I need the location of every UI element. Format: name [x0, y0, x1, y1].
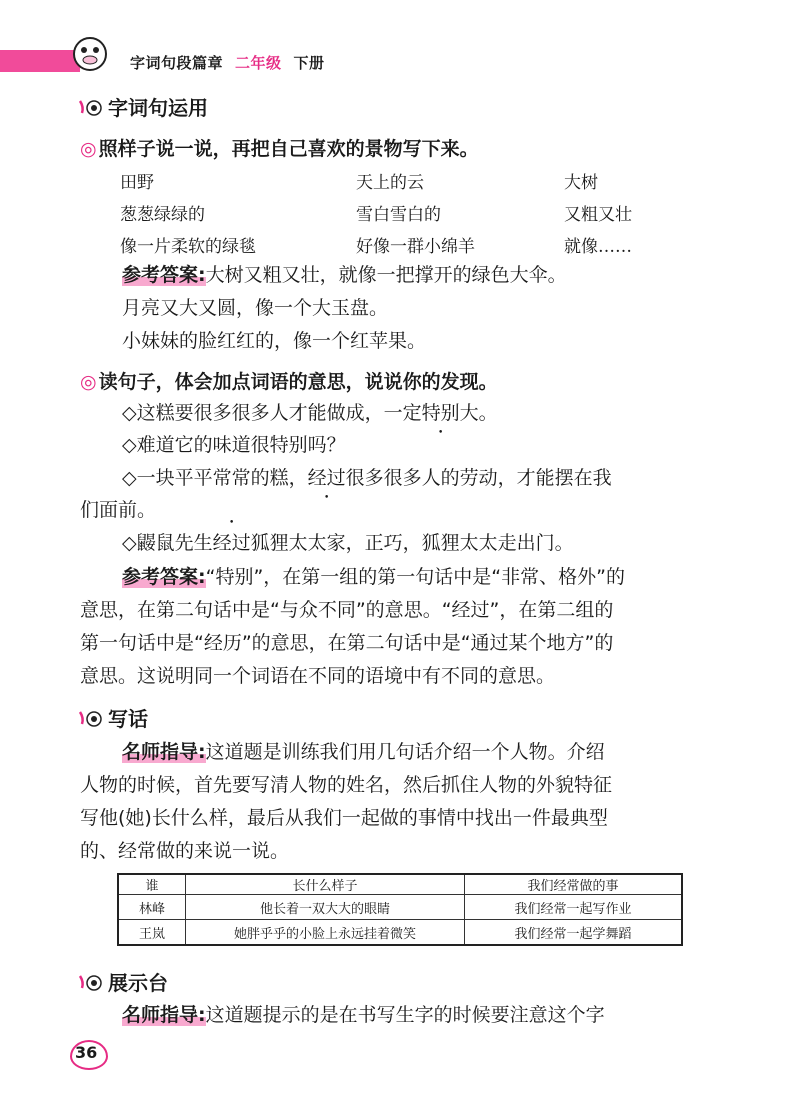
question-prompt-2	[80, 367, 498, 394]
table-cell: 我们经常一起写作业	[465, 895, 683, 920]
section-title: 写话	[108, 707, 148, 731]
answer-line: 第一句话中是“经历”的意思，在第二句话中是“通过某个地方”的	[80, 632, 614, 654]
diamond-icon: ◇	[122, 402, 137, 424]
guide-line: 的、经常做的来说一说。	[80, 840, 290, 862]
answer-text: 大树又粗又壮，就像一把撑开的绿色大伞。	[205, 264, 567, 286]
cow-mascot-icon	[72, 36, 108, 72]
sentence-text: 这糕要很多很多人才能做成，一定	[136, 402, 422, 424]
sentence-3	[122, 469, 612, 488]
sentence-text: 一块平平常常的糕，	[136, 467, 308, 489]
sentence-text: 很多很多人的劳动，才能摆在我	[345, 467, 612, 489]
header-grade: 二年级	[235, 54, 282, 72]
table-cell: 她胖乎乎的小脸上永远挂着微笑	[186, 920, 465, 946]
header-stripe	[0, 50, 80, 72]
dotted-word: 经过	[307, 467, 346, 489]
prompt-text: 读句子，体会加点词语的意思，说说你的发现。	[98, 371, 498, 393]
sentence-2	[122, 436, 346, 455]
sentence-text: 狐狸太太家，正巧，狐狸太太走出门。	[250, 532, 574, 554]
diamond-icon: ◇	[122, 467, 137, 489]
question-prompt-1	[80, 134, 479, 161]
sentence-text: 特别	[269, 434, 308, 456]
table-cell: 他长着一双大大的眼睛	[186, 895, 465, 920]
prompt-text: 照样子说一说，再把自己喜欢的景物写下来。	[98, 138, 479, 160]
grid-cell: 葱葱绿绿的	[120, 205, 205, 225]
page-number	[66, 1040, 106, 1070]
table-cell: 林峰	[118, 895, 186, 920]
grid-cell: 雪白雪白的	[356, 205, 441, 225]
table-row	[118, 895, 682, 920]
answer-label: 参考答案:	[122, 264, 206, 286]
diamond-icon: ◇	[122, 434, 137, 456]
table-header: 谁	[118, 874, 186, 895]
dotted-word: 经过	[212, 532, 251, 554]
grid-cell: 天上的云	[356, 173, 424, 193]
section-title: 展示台	[108, 971, 168, 995]
double-circle-icon: ◎	[80, 371, 97, 393]
answer-line	[122, 568, 625, 587]
answer-line: 意思。这说明同一个词语在不同的语境中有不同的意思。	[80, 665, 556, 687]
section-heading-2	[78, 703, 148, 732]
table-cell: 我们经常一起学舞蹈	[465, 920, 683, 946]
grid-cell: 就像……	[564, 237, 632, 257]
target-icon	[78, 972, 104, 992]
guide-text: 这道题提示的是在书写生字的时候要注意这个字	[205, 1004, 605, 1026]
grid-cell: 大树	[564, 173, 598, 193]
reference-table	[117, 873, 683, 946]
sentence-text: 吗？	[307, 434, 346, 456]
section-title: 字词句运用	[108, 96, 208, 120]
table-cell: 王岚	[118, 920, 186, 946]
sentence-3-cont: 们面前。	[80, 499, 157, 521]
grid-cell: 好像一群小绵羊	[356, 237, 475, 257]
sentence-1	[122, 404, 498, 423]
section-heading-3	[78, 967, 168, 996]
table-header: 长什么样子	[186, 874, 465, 895]
header-volume: 下册	[293, 54, 325, 72]
grid-cell: 像一片柔软的绿毯	[120, 237, 256, 257]
answer-line: 意思，在第二句话中是“与众不同”的意思。“经过”，在第二组的	[80, 599, 614, 621]
section-heading-1	[78, 92, 208, 121]
answer-text: “特别”，在第一组的第一句话中是“非常、格外”的	[205, 566, 625, 588]
guide-label: 名师指导:	[122, 741, 206, 763]
header-book: 字词句段篇章	[130, 54, 224, 72]
guide-label: 名师指导:	[122, 1004, 206, 1026]
guide-text: 这道题是训练我们用几句话介绍一个人物。介绍	[205, 741, 605, 763]
sentence-4	[122, 534, 574, 553]
answer-line: 小妹妹的脸红红的，像一个红苹果。	[122, 330, 427, 352]
page-header	[0, 36, 800, 96]
header-title	[130, 52, 325, 73]
diamond-icon: ◇	[122, 532, 137, 554]
sentence-text: 大。	[459, 402, 498, 424]
sentence-text: 难道它的味道很	[136, 434, 270, 456]
double-circle-icon: ◎	[80, 138, 97, 160]
dotted-word: 特别	[421, 402, 460, 424]
guide-line: 写他(她)长什么样，最后从我们一起做的事情中找出一件最典型	[80, 807, 608, 829]
table-row	[118, 920, 682, 946]
target-icon	[78, 97, 104, 117]
table-header-row	[118, 874, 682, 895]
answer-line: 月亮又大又圆，像一个大玉盘。	[122, 297, 389, 319]
sentence-text: 鼹鼠先生	[136, 532, 213, 554]
table-header: 我们经常做的事	[465, 874, 683, 895]
guide-line: 人物的时候，首先要写清人物的姓名，然后抓住人物的外貌特征	[80, 774, 613, 796]
page-number-text: 36	[75, 1043, 98, 1062]
guide-line	[122, 743, 605, 762]
answer-label: 参考答案:	[122, 566, 206, 588]
grid-cell: 又粗又壮	[564, 205, 632, 225]
target-icon	[78, 708, 104, 728]
guide-line	[122, 1006, 605, 1025]
answer-line	[122, 266, 567, 285]
grid-cell: 田野	[120, 173, 154, 193]
